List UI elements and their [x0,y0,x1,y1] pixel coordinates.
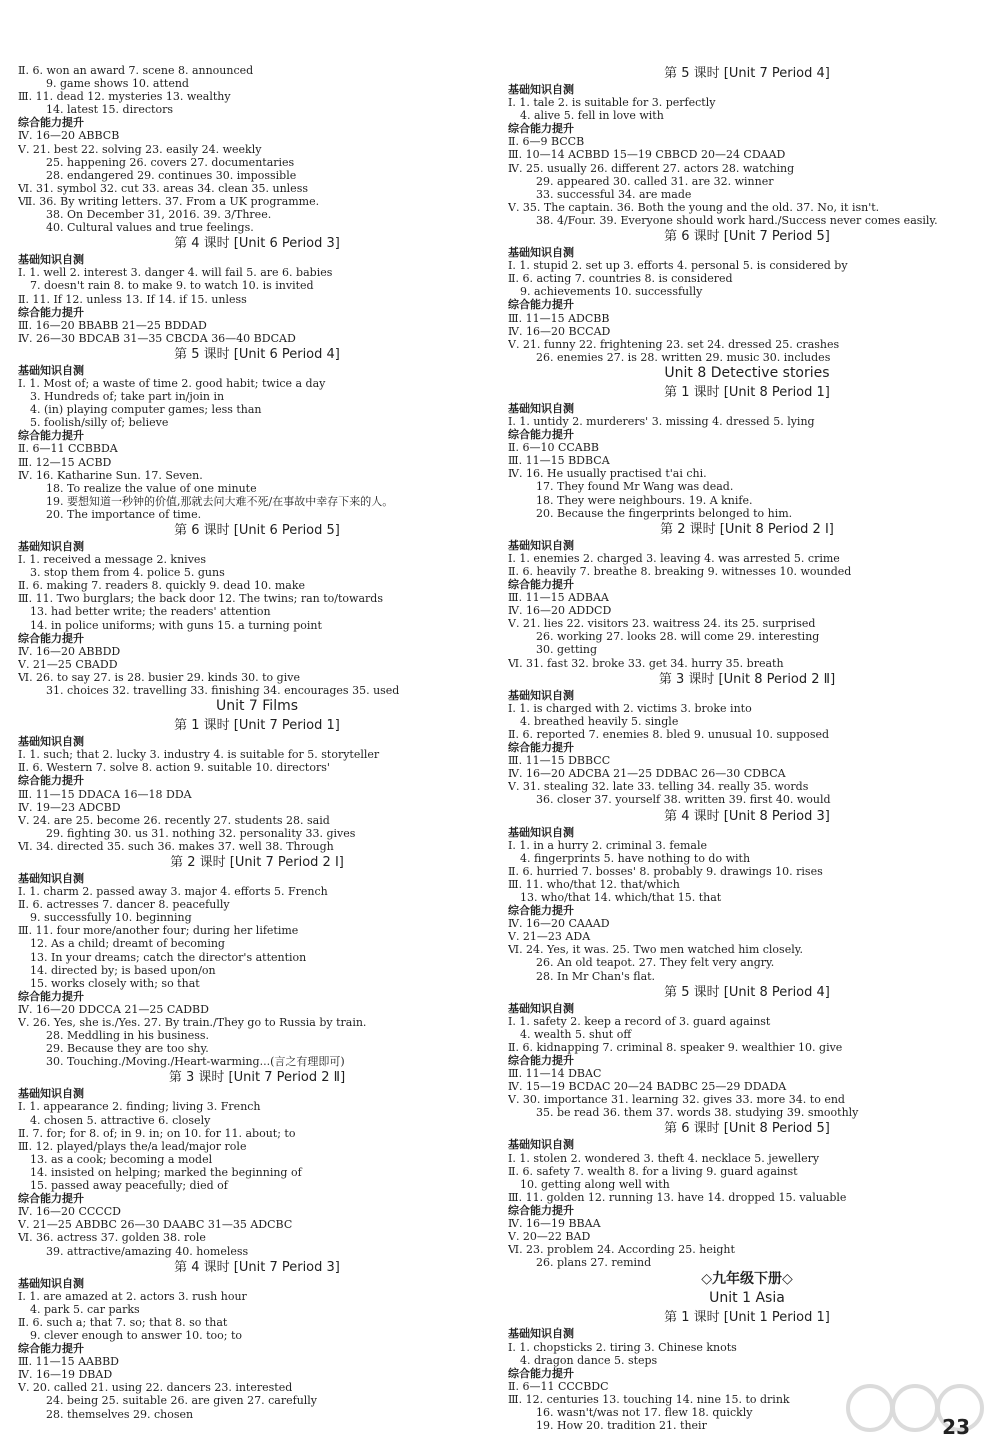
answer-line: Ⅴ. 21. funny 22. frightening 23. set 24. dressed 25. crashes [508,337,840,351]
answer-line: Ⅴ. 35. The captain. 36. Both the young and the old. 37. No, it isn't. [508,200,880,214]
answer-line: 3. Hundreds of; take part in/join in [30,390,225,404]
answer-line: 36. closer 37. yourself 38. written 39. first 40. would [536,793,831,807]
unit-heading: Unit 1 Asia [709,1290,785,1307]
answer-line: Ⅲ. 11. who/that 12. that/which [508,877,680,891]
answer-line: Ⅱ. 6. such a; that 7. so; that 8. so that [18,1315,228,1329]
answer-line: 10. getting along well with [520,1177,670,1191]
answer-line: Ⅳ. 16—20 CCCCD [18,1205,121,1219]
section-heading: 综合能力提升 [18,774,84,788]
answer-line: Ⅲ. 11—14 DBAC [508,1067,602,1081]
answer-line: Ⅱ. 6. acting 7. countries 8. is considered [508,272,733,286]
answer-line: 26. An old teapot. 27. They felt very angry. [536,956,775,970]
answer-line: Ⅱ. 7. for; for 8. of; in 9. in; on 10. for 11. about; to [18,1126,296,1140]
section-heading: 基础知识自测 [18,871,84,885]
lesson-heading: 第 4 课时 [Unit 7 Period 3] [174,1259,340,1275]
section-heading: 综合能力提升 [18,429,84,443]
answer-line: 26. working 27. looks 28. will come 29. interesting [536,630,820,644]
answer-line: Ⅱ. 6. Western 7. solve 8. action 9. suitable 10. directors' [18,761,330,775]
answer-line: Ⅴ. 20—22 BAD [508,1230,591,1244]
answer-line: Ⅰ. 1. appearance 2. finding; living 3. French [18,1100,261,1114]
answer-line: Ⅳ. 16—20 ADCBA 21—25 DDBAC 26—30 CDBCA [508,767,786,781]
answer-line: 5. foolish/silly of; believe [30,416,169,430]
answer-line: Ⅰ. 1. safety 2. keep a record of 3. guard against [508,1014,771,1028]
answer-line: Ⅴ. 30. importance 31. learning 32. gives 33. more 34. to end [508,1093,845,1107]
answer-line: Ⅲ. 11—15 DBBCC [508,754,611,768]
section-heading: 综合能力提升 [508,904,574,918]
section-heading: 基础知识自测 [18,1276,84,1290]
answer-line: Ⅰ. 1. stolen 2. wondered 3. theft 4. necklace 5. jewellery [508,1151,820,1165]
answer-line: Ⅳ. 16—19 DBAD [18,1368,113,1382]
answer-line: Ⅳ. 19—23 ADCBD [18,800,121,814]
answer-line: Ⅲ. 11. golden 12. running 13. have 14. dropped 15. valuable [508,1190,847,1204]
section-heading: 综合能力提升 [18,1192,84,1206]
section-heading: 综合能力提升 [508,1366,574,1380]
answer-line: Ⅲ. 10—14 ACBBD 15—19 CBBCD 20—24 CDAAD [508,148,786,162]
answer-line: Ⅱ. 6—11 CCBBDA [18,442,118,456]
lesson-heading: 第 3 课时 [Unit 7 Period 2 Ⅱ] [168,1070,346,1086]
lesson-heading: 第 1 课时 [Unit 7 Period 1] [174,718,340,734]
answer-line: Ⅱ. 6. safety 7. wealth 8. for a living 9. guard against [508,1164,798,1178]
answer-line: 38. On December 31, 2016. 39. 3/Three. [46,208,272,222]
answer-line: 13. had better write; the readers' attention [30,605,271,619]
section-heading: 综合能力提升 [508,741,574,755]
section-heading: 综合能力提升 [508,1054,574,1067]
answer-line: Ⅴ. 24. are 25. become 26. recently 27. students 28. said [18,813,330,827]
answer-column-right [508,64,986,1432]
answer-line: Ⅱ. 6—10 CCABB [508,441,599,455]
answer-line: 14. insisted on helping; marked the beginning of [30,1165,302,1179]
answer-line: Ⅳ. 15—19 BCDAC 20—24 BADBC 25—29 DDADA [508,1080,787,1094]
answer-line: 4. alive 5. fell in love with [520,109,664,123]
answer-line: Ⅵ. 31. fast 32. broke 33. get 34. hurry 35. breath [508,656,784,670]
answer-line: Ⅰ. 1. charm 2. passed away 3. major 4. efforts 5. French [18,885,328,899]
answer-line: 9. achievements 10. successfully [520,285,703,299]
answer-line: Ⅰ. 1. untidy 2. murderers' 3. missing 4. dressed 5. lying [508,414,815,428]
section-heading: 综合能力提升 [508,578,574,591]
section-heading: 综合能力提升 [18,305,84,319]
answer-line: Ⅴ. 21—23 ADA [508,930,591,944]
answer-line: Ⅱ. 6. heavily 7. breathe 8. breaking 9. witnesses 10. wounded [508,564,852,578]
unit-heading: Unit 8 Detective stories [664,364,830,381]
lesson-heading: 第 6 课时 [Unit 7 Period 5] [664,229,830,245]
lesson-heading: 第 2 课时 [Unit 8 Period 2 Ⅰ] [660,521,834,537]
answer-line: 17. They found Mr Wang was dead. [536,480,734,494]
answer-line: 4. wealth 5. shut off [520,1027,632,1041]
answer-line: Ⅱ. 6. won an award 7. scene 8. announced [18,64,254,77]
answer-line: 18. To realize the value of one minute [46,481,257,495]
answer-line: 35. be read 36. them 37. words 38. studying 39. smoothly [536,1106,859,1120]
answer-line: 26. enemies 27. is 28. written 29. music 30. includes [536,350,831,364]
answer-line: Ⅴ. 21—25 CBADD [18,657,118,671]
answer-line: 29. Because they are too shy. [46,1042,209,1056]
answer-line: 25. happening 26. covers 27. documentaries [46,155,295,169]
answer-line: Ⅱ. 6. making 7. readers 8. quickly 9. dead 10. make [18,579,306,593]
answer-line: Ⅲ. 11—15 AABBD [18,1355,119,1369]
lesson-heading: 第 1 课时 [Unit 1 Period 1] [664,1310,830,1326]
answer-line: 9. clever enough to answer 10. too; to [30,1328,242,1342]
answer-line: 13. In your dreams; catch the director's attention [30,950,307,964]
lesson-heading: 第 5 课时 [Unit 8 Period 4] [664,984,830,1000]
section-heading: 基础知识自测 [508,825,574,839]
answer-line: Ⅴ. 26. Yes, she is./Yes. 27. By train./They go to Russia by train. [18,1016,367,1029]
answer-line: Ⅱ. 6. kidnapping 7. criminal 8. speaker 9. wealthier 10. give [508,1040,843,1054]
lesson-heading: 第 4 课时 [Unit 6 Period 3] [174,236,340,252]
answer-line: 4. chosen 5. attractive 6. closely [30,1113,211,1127]
section-heading: 综合能力提升 [508,1203,574,1217]
section-heading: 基础知识自测 [18,735,84,749]
answer-line: 24. being 25. suitable 26. are given 27. carefully [46,1394,318,1408]
answer-line: Ⅵ. 31. symbol 32. cut 33. areas 34. clean 35. unless [18,181,308,195]
answer-line: Ⅱ. 6. actresses 7. dancer 8. peacefully [18,898,230,912]
answer-line: 29. fighting 30. us 31. nothing 32. personality 33. gives [46,826,356,840]
answer-line: 9. successfully 10. beginning [30,911,192,925]
lesson-heading: 第 6 课时 [Unit 6 Period 5] [174,523,340,538]
answer-line: 7. doesn't rain 8. to make 9. to watch 10. is invited [30,279,314,293]
answer-line: 26. plans 27. remind [536,1256,652,1270]
answer-line: Ⅴ. 21—25 ABDBC 26—30 DAABC 31—35 ADCBC [18,1218,293,1232]
answer-line: Ⅳ. 16—20 ADDCD [508,604,612,618]
answer-line: Ⅳ. 16—20 DDCCA 21—25 CADBD [18,1002,209,1016]
answer-line: Ⅲ. 16—20 BBABB 21—25 BDDAD [18,318,207,332]
lesson-heading: 第 6 课时 [Unit 8 Period 5] [664,1121,830,1137]
answer-line: Ⅵ. 34. directed 35. such 36. makes 37. well 38. Through [18,839,334,853]
answer-line: Ⅰ. 1. chopsticks 2. tiring 3. Chinese knots [508,1340,737,1354]
answer-line: 15. works closely with; so that [30,976,200,990]
section-heading: 基础知识自测 [508,688,574,702]
section-heading: 综合能力提升 [18,1342,84,1356]
answer-line: Ⅲ. 11—15 ADCBB [508,311,610,325]
answer-line: 4. dragon dance 5. steps [520,1353,658,1367]
answer-line: 14. in police uniforms; with guns 15. a turning point [30,618,322,632]
answer-line: Ⅰ. 1. such; that 2. lucky 3. industry 4. is suitable for 5. storyteller [18,748,380,762]
section-heading: 基础知识自测 [508,1138,574,1152]
answer-line: 28. endangered 29. continues 30. impossible [46,168,297,182]
answer-line: 29. appeared 30. called 31. are 32. winner [536,174,774,188]
section-heading: 基础知识自测 [18,363,84,377]
section-heading: 基础知识自测 [508,83,574,96]
answer-line: Ⅰ. 1. received a message 2. knives [18,553,207,567]
section-heading: 综合能力提升 [18,631,84,645]
answer-line: Ⅲ. 11. Two burglars; the back door 12. The twins; ran to/towards [18,592,383,606]
section-heading: 基础知识自测 [508,1001,574,1015]
answer-line: Ⅳ. 16—19 BBAA [508,1217,601,1231]
answer-line: Ⅰ. 1. Most of; a waste of time 2. good habit; twice a day [18,376,326,390]
answer-line: Ⅳ. 26—30 BDCAB 31—35 CBCDA 36—40 BDCAD [18,331,296,345]
answer-line: Ⅵ. 36. actress 37. golden 38. role [18,1231,206,1245]
answer-line: 4. breathed heavily 5. single [520,714,679,728]
section-heading: 基础知识自测 [18,253,84,267]
section-heading: 基础知识自测 [508,246,574,260]
answer-line: Ⅳ. 16—20 BCCAD [508,324,611,338]
answer-line: 20. The importance of time. [46,507,202,521]
answer-line: Ⅲ. 11. dead 12. mysteries 13. wealthy [18,90,231,104]
page-number: 23 [942,1415,970,1439]
answer-line: Ⅵ. 26. to say 27. is 28. busier 29. kinds 30. to give [18,670,300,684]
section-heading: 综合能力提升 [18,989,84,1003]
section-heading: 基础知识自测 [508,401,574,415]
answer-line: Ⅳ. 16—20 ABBDD [18,644,121,658]
answer-line: 19. How 20. tradition 21. their [536,1419,707,1433]
answer-line: Ⅲ. 11—15 ADBAA [508,591,609,605]
answer-line: Ⅲ. 12. centuries 13. touching 14. nine 15. to drink [508,1392,790,1406]
answer-line: 13. who/that 14. which/that 15. that [520,890,722,904]
answer-line: Ⅲ. 11—15 BDBCA [508,454,610,468]
answer-line: Ⅱ. 6. reported 7. enemies 8. bled 9. unusual 10. supposed [508,727,830,741]
answer-line: Ⅶ. 36. By writing letters. 37. From a UK programme. [18,194,320,208]
section-heading: 综合能力提升 [508,428,574,442]
answer-line: 30. getting [536,643,598,657]
unit-heading: Unit 7 Films [215,698,299,715]
answer-line: Ⅱ. 11. If 12. unless 13. If 14. if 15. unless [18,292,247,306]
answer-line: 16. wasn't/was not 17. flew 18. quickly [536,1405,753,1419]
section-heading: 综合能力提升 [508,122,574,136]
answer-line: Ⅵ. 24. Yes, it was. 25. Two men watched him closely. [508,943,803,957]
section-heading: 基础知识自测 [508,538,574,552]
answer-line: Ⅳ. 25. usually 26. different 27. actors 28. watching [508,161,795,175]
lesson-heading: 第 1 课时 [Unit 8 Period 1] [664,384,830,400]
answer-line: 30. Touching./Moving./Heart-warming...(言之有理即可) [46,1055,345,1069]
section-heading: 综合能力提升 [18,116,84,130]
answer-line: 4. park 5. car parks [30,1302,140,1316]
section-heading: 基础知识自测 [18,540,84,553]
answer-line: Ⅱ. 6—9 BCCB [508,135,585,149]
answer-line: 28. In Mr Chan's flat. [536,969,656,983]
answer-line: Ⅳ. 16—20 CAAAD [508,917,610,931]
answer-line: Ⅰ. 1. enemies 2. charged 3. leaving 4. was arrested 5. crime [508,551,840,565]
answer-line: Ⅲ. 12—15 ACBD [18,455,112,469]
answer-line: Ⅵ. 23. problem 24. According 25. height [508,1243,735,1257]
answer-line: Ⅰ. 1. is charged with 2. victims 3. broke into [508,701,752,715]
answer-line: 12. As a child; dreamt of becoming [30,937,225,951]
answer-column-left [18,64,496,1421]
answer-line: Ⅰ. 1. in a hurry 2. criminal 3. female [508,838,708,852]
answer-line: 39. attractive/amazing 40. homeless [46,1244,249,1258]
answer-line: Ⅰ. 1. tale 2. is suitable for 3. perfectly [508,96,716,110]
answer-line: 4. (in) playing computer games; less than [30,403,262,417]
answer-line: 28. themselves 29. chosen [46,1407,194,1421]
answer-line: 38. 4/Four. 39. Everyone should work hard./Success never comes easily. [536,213,938,227]
answer-line: 3. stop them from 4. police 5. guns [30,566,225,580]
answer-line: 4. fingerprints 5. have nothing to do with [520,851,751,865]
answer-line: 28. Meddling in his business. [46,1029,210,1043]
answer-line: Ⅴ. 21. lies 22. visitors 23. waitress 24. its 25. surprised [508,617,816,631]
answer-line: Ⅴ. 31. stealing 32. late 33. telling 34. really 35. words [508,780,809,794]
answer-line: 14. directed by; is based upon/on [30,963,216,977]
answer-line: 9. game shows 10. attend [46,77,189,91]
lesson-heading: 第 5 课时 [Unit 7 Period 4] [664,66,830,81]
answer-line: 18. They were neighbours. 19. A knife. [536,493,753,507]
answer-line: Ⅴ. 21. best 22. solving 23. easily 24. weekly [18,142,262,156]
answer-line: Ⅳ. 16—20 ABBCB [18,129,120,143]
answer-line: Ⅰ. 1. are amazed at 2. actors 3. rush hour [18,1289,247,1303]
section-heading: 综合能力提升 [508,298,574,312]
lesson-heading: 第 4 课时 [Unit 8 Period 3] [664,808,830,824]
answer-line: Ⅳ. 16. Katharine Sun. 17. Seven. [18,468,203,482]
answer-line: Ⅰ. 1. well 2. interest 3. danger 4. will fail 5. are 6. babies [18,266,333,280]
lesson-heading: 第 5 课时 [Unit 6 Period 4] [174,346,340,362]
answer-line: 20. Because the fingerprints belonged to him. [536,506,793,520]
answer-line: Ⅲ. 11. four more/another four; during her lifetime [18,924,299,938]
answer-line: 13. as a cook; becoming a model [30,1152,213,1166]
answer-line: Ⅳ. 16. He usually practised t'ai chi. [508,467,707,481]
answer-line: 33. successful 34. are made [536,187,692,201]
answer-line: 15. passed away peacefully; died of [30,1179,228,1193]
answer-line: 14. latest 15. directors [46,103,173,117]
answer-line: Ⅲ. 12. played/plays the/a lead/major role [18,1139,247,1153]
answer-line: Ⅴ. 20. called 21. using 22. dancers 23. interested [18,1381,293,1395]
lesson-heading: 第 3 课时 [Unit 8 Period 2 Ⅱ] [658,671,836,687]
section-heading: 基础知识自测 [18,1087,84,1101]
answer-line: 40. Cultural values and true feelings. [46,221,254,235]
grade-heading: ◇九年级下册◇ [701,1271,793,1288]
answer-line: Ⅰ. 1. stupid 2. set up 3. efforts 4. personal 5. is considered by [508,259,848,273]
answer-line: Ⅱ. 6. hurried 7. bosses' 8. probably 9. drawings 10. rises [508,864,823,878]
answer-line: Ⅲ. 11—15 DDACA 16—18 DDA [18,787,192,801]
answer-line: 19. 要想知道一秒钟的价值,那就去问大难不死/在事故中幸存下来的人。 [46,494,394,508]
answer-line: Ⅱ. 6—11 CCCBDC [508,1379,609,1393]
answer-line: 31. choices 32. travelling 33. finishing 34. encourages 35. used [46,684,400,698]
lesson-heading: 第 2 课时 [Unit 7 Period 2 Ⅰ] [170,854,344,870]
section-heading: 基础知识自测 [508,1327,574,1341]
